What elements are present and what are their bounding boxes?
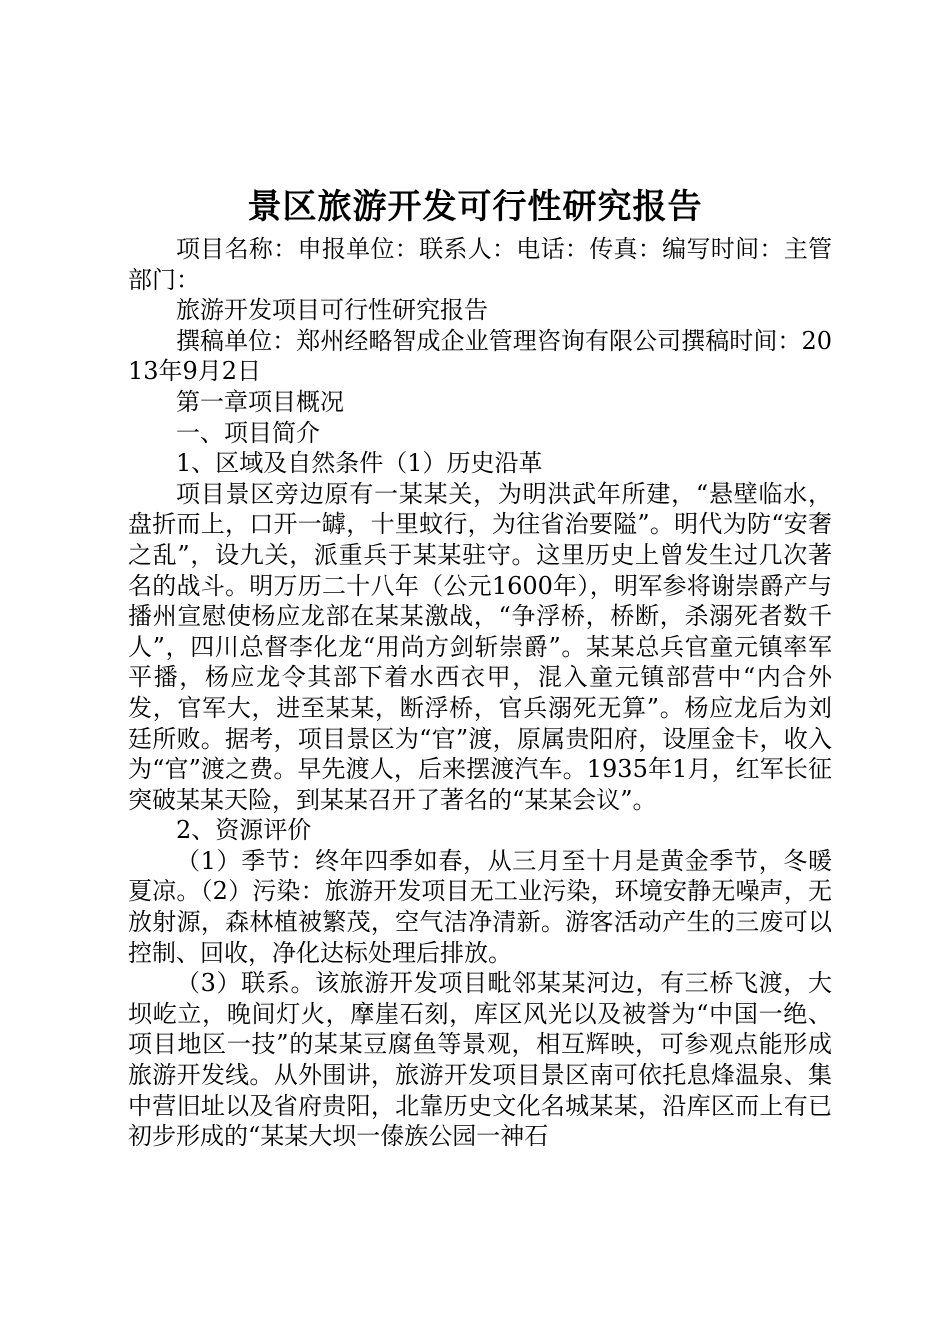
paragraph-season-pollution: （1）季节：终年四季如春，从三月至十月是黄金季节，冬暖夏凉。（2）污染：旅游开发项目无工业污染，环境安静无噪声，无放射源，森林植被繁茂，空气洁净清新。游客活动产生的三废可以控制、回收，净化达标处理后排放。 bbox=[128, 846, 832, 967]
paragraph-subsection-heading: 1、区域及自然条件（1）历史沿革 bbox=[176, 449, 543, 478]
paragraph-report-name: 旅游开发项目可行性研究报告 bbox=[176, 296, 488, 325]
paragraph-chapter-heading: 第一章项目概况 bbox=[176, 387, 344, 416]
paragraph-history: 项目景区旁边原有一某某关，为明洪武年所建，“悬壁临水，盘折而上，口开一罅，十里蚊行，为往省治要隘”。明代为防“安奢之乱”，设九关，派重兵于某某驻守。这里历史上曾发生过几次著名的战斗。明万历二十八年（公元1600年），明军参将谢崇爵产与播州宣慰使杨应龙部在某某激战，“争浮桥，桥断，杀溺死者数千人”，四川总督李化龙“用尚方剑斩崇爵”。某某总兵官童元镇率军平播，杨应龙令其部下着水西衣甲，混入童元镇部营中“内合外发，官军大，进至某某，断浮桥，官兵溺死无算”。杨应龙后为刘廷所败。据考，项目景区为“官”渡，原属贵阳府，设厘金卡，收入为“官”渡之费。早先渡人，后来摆渡汽车。1935年1月，红军长征突破某某天险，到某某召开了著名的“某某会议”。 bbox=[128, 479, 832, 814]
paragraph-section-heading: 一、项目简介 bbox=[176, 418, 320, 447]
document-body bbox=[128, 234, 832, 1152]
paragraph-resource-heading: 2、资源评价 bbox=[176, 816, 312, 845]
document-title: 景区旅游开发可行性研究报告 bbox=[247, 187, 703, 227]
paragraph-author-unit: 撰稿单位：郑州经略智成企业管理咨询有限公司撰稿时间：2013年9月2日 bbox=[128, 326, 832, 386]
paragraph-connection: （3）联系。该旅游开发项目毗邻某某河边，有三桥飞渡，大坝屹立，晚间灯火，摩崖石刻，库区风光以及被誉为“中国一绝、项目地区一技”的某某豆腐鱼等景观，相互辉映，可参观点能形成旅游开发线。从外围讲，旅游开发项目景区南可依托息烽温泉、集中营旧址以及省府贵阳，北靠历史文化名城某某，沿库区而上有已初步形成的“某某大坝一傣族公园一神石 bbox=[128, 969, 832, 1151]
paragraph-project-info: 项目名称：申报单位：联系人：电话：传真：编写时间：主管部门： bbox=[128, 235, 832, 294]
